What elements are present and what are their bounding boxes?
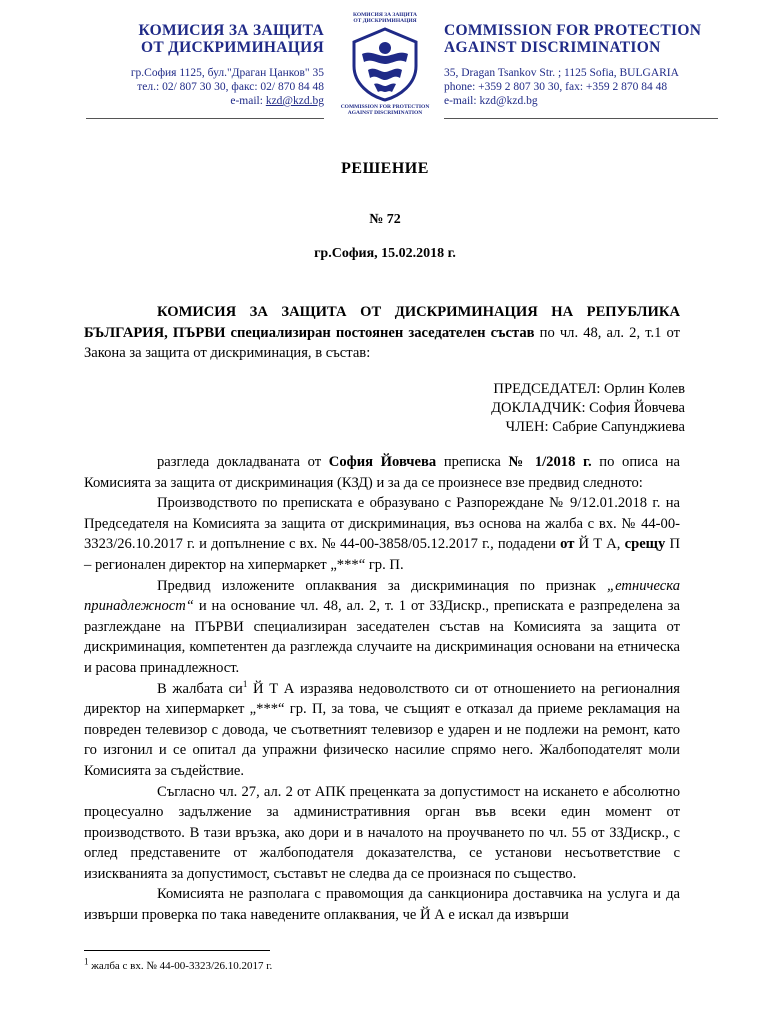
text-segment: Производството по преписката е образувано с Разпореждане № 9/12.01.2018 г. на Председателя на Комисията за защита от дискриминация, въз основа на жалба с вх. № 44-00-3323/26.10.2017 г. и допълнение с вх. № 44-00-3858/05.12.2017 г., подадени [84,495,680,553]
footnote [84,956,273,973]
paragraph-grounds [84,576,680,679]
org-name-bg-line1: КОМИСИЯ ЗА ЗАЩИТА [138,22,324,39]
letterhead-divider-left [86,118,324,119]
paragraph-proceedings [84,493,680,575]
text-segment: срещу [624,536,666,553]
text-segment: преписка [436,454,509,470]
commission-logo [340,12,430,130]
intro-bold-text: КОМИСИЯ ЗА ЗАЩИТА ОТ ДИСКРИМИНАЦИЯ НА РЕПУБЛИКА БЪЛГАРИЯ, ПЪРВИ специализиран постоянен заседателен състав [84,304,680,341]
logo-top-text-line1: КОМИСИЯ ЗА ЗАЩИТА [352,12,417,18]
logo-top-text-line2: ОТ ДИСКРИМИНАЦИЯ [353,18,417,24]
letterhead-en [444,22,701,108]
decision-body [84,452,680,926]
rapporteur-name: София Йовчева [328,454,437,470]
paragraph-competence: Комисията не разполага с правомощия да санкционира доставчика на услуга и да извърши проверка по така наведените оплаквания, че Й А е искал да извърши [84,886,680,924]
text-segment: В жалбата си [157,680,243,697]
text-segment: и на основание чл. 48, ал. 2, т. 1 от ЗЗДискр., преписката е разпределена за разглеждане на ПЪРВИ специализиран заседателен състав на Комисията за защита от дискриминация, компетентен да разглежда случаите на дискриминация основани на етническа и расова принадлежност. [84,598,680,676]
panel-member: ЧЛЕН: Сабрие Сапунджиева [505,419,685,435]
text-segment: разгледа докладваната от [157,454,329,470]
org-name-bg-line2: ОТ ДИСКРИМИНАЦИЯ [141,39,324,56]
phone-en: phone: +359 2 807 30 30, fax: +359 2 870 84 48 [444,81,668,93]
phone-bg: тел.: 02/ 807 30 30, факс: 02/ 870 84 48 [137,81,324,93]
panel-composition [491,380,685,437]
org-name-en-line2: AGAINST DISCRIMINATION [444,39,661,56]
address-bg: гр.София 1125, бул."Драган Цанков" 35 [130,67,324,79]
footnote-marker: 1 [84,956,89,967]
panel-chair: ПРЕДСЕДАТЕЛ: Орлин Колев [493,381,685,397]
text-segment: П – регионален директор на хипермаркет „***“ гр. П. [84,536,680,573]
text-segment: от [560,536,575,553]
text-segment: Й Т А изразява недоволството си от отношението на регионалния директор на хипермаркет „***“ гр. П, за това, че същият е отказал да приеме рекламация на повреден телевизор с довода, че съответният телевизор е ударен и не подлежи на ремонт, като го изгонил и се опитал да упражни физическо насилие спрямо него. Жалбоподателят моли Комисията за съдействие. [84,680,680,779]
logo-bottom-text-line2: AGAINST DISCRIMINATION [347,110,423,116]
logo-bottom-text-line1: COMMISSION FOR PROTECTION [340,104,430,110]
decision-number: № 72 [369,212,401,227]
text-segment: „етническа принадлежност“ [84,577,680,615]
paragraph-admissibility: Съгласно чл. 27, ал. 2 от АПК преценката за допустимост на искането е абсолютно процесуално задължение за административния орган във всеки един момент от производството. В тази връзка, ако дори и в началото на проучването по чл. 55 от ЗЗДискр., с оглед представените от жалбоподателя доказателства, се установи несъответствие с изискванията за допустимост, съставът не следва да се произнася по същество. [84,783,680,882]
case-number: № 1/2018 г. [508,454,592,470]
text-segment: Предвид изложените оплаквания за дискриминация по признак [157,577,608,594]
email-link-bg[interactable]: kzd@kzd.bg [265,95,324,107]
footnote-ref[interactable]: 1 [242,678,248,689]
emblem-icon [348,26,422,102]
decision-title: РЕШЕНИЕ [341,160,429,177]
paragraph-complaint [84,679,680,782]
letterhead-divider-right [444,118,718,119]
decision-place-date: гр.София, 15.02.2018 г. [314,246,456,261]
org-name-en-line1: COMMISSION FOR PROTECTION [444,22,702,39]
address-en: 35, Dragan Tsankov Str. ; 1125 Sofia, BULGARIA [444,67,679,79]
panel-rapporteur: ДОКЛАДЧИК: София Йовчева [491,400,685,416]
footnote-divider [84,950,270,951]
footnote-text: жалба с вх. № 44-00-3323/26.10.2017 г. [88,960,273,972]
text-segment: по описа на Комисията за защита от дискриминация (КЗД) и за да се произнесе взе предвид следното: [84,454,681,491]
text-segment: Й Т А, [574,536,625,553]
letterhead-bg [131,22,324,108]
email-label-bg: e-mail: [230,95,266,107]
email-en: e-mail: kzd@kzd.bg [444,95,538,107]
paragraph-case [84,452,680,493]
intro-paragraph [84,302,680,364]
letterhead [0,0,770,130]
intro-text: по чл. 48, ал. 2, т.1 от Закона за защита от дискриминация, в състав: [84,324,680,362]
